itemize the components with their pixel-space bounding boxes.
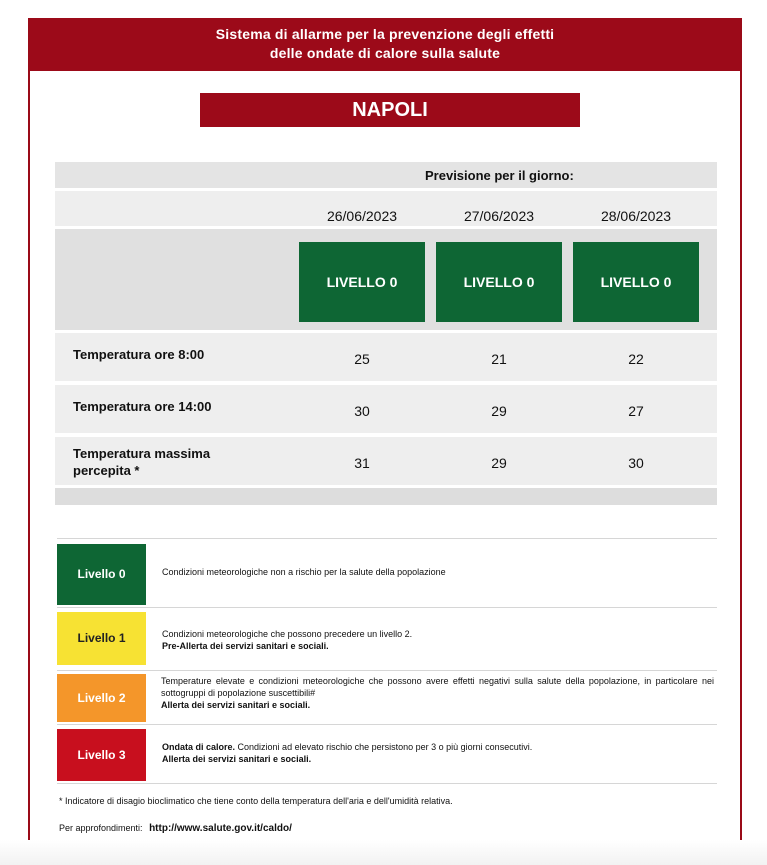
level-badge: LIVELLO 0 xyxy=(436,242,562,322)
legend-description: Temperature elevate e condizioni meteorologiche che possono avere effetti negativi sulla salute della popolazione, in particolare nei sottogruppi di popolazione suscettibili# xyxy=(161,676,714,698)
temp-8-row xyxy=(55,333,717,381)
temp-value: 21 xyxy=(491,351,507,367)
legend-lead: Ondata di calore. xyxy=(162,742,236,752)
legend-description: Condizioni meteorologiche che possono precedere un livello 2. xyxy=(162,629,413,639)
row-label-line-1: Temperatura massima xyxy=(73,446,211,461)
temp-value: 30 xyxy=(354,403,370,419)
level-badge: LIVELLO 0 xyxy=(299,242,425,322)
more-info-label: Per approfondimenti: xyxy=(59,823,143,833)
legend-badge: Livello 0 xyxy=(57,544,146,605)
legend-alert: Pre-Allerta dei servizi sanitari e sociali. xyxy=(162,641,329,651)
forecast-dates-row xyxy=(55,191,717,226)
bulletin-header xyxy=(30,18,740,71)
header-line-1: Sistema di allarme per la prevenzione degli effetti xyxy=(215,26,555,42)
more-info-link[interactable]: http://www.salute.gov.it/caldo/ xyxy=(149,823,292,834)
temp-value: 31 xyxy=(354,455,370,471)
legend-text xyxy=(161,675,714,711)
temp-max-perceived-row xyxy=(55,437,717,485)
legend-text: Condizioni meteorologiche non a rischio per la salute della popolazione xyxy=(162,567,446,577)
temp-value: 25 xyxy=(354,351,370,367)
temp-value: 27 xyxy=(628,403,644,419)
legend-row-level-1 xyxy=(57,607,717,670)
page-bottom-shade xyxy=(0,840,767,865)
legend-badge: Livello 1 xyxy=(57,612,146,665)
temp-14-row xyxy=(55,385,717,433)
forecast-date: 28/06/2023 xyxy=(600,208,672,224)
row-label: Temperatura ore 8:00 xyxy=(73,347,205,362)
legend-row-level-2 xyxy=(57,670,717,724)
row-label: Temperatura ore 14:00 xyxy=(73,399,212,414)
legend-badge: Livello 3 xyxy=(57,729,146,781)
forecast-heading: Previsione per il giorno: xyxy=(425,168,574,183)
row-label-line-2: percepita * xyxy=(73,463,140,478)
legend-text xyxy=(162,741,712,765)
legend-alert: Allerta dei servizi sanitari e sociali. xyxy=(161,700,311,710)
header-line-2: delle ondate di calore sulla salute xyxy=(269,45,501,61)
forecast-heading-row xyxy=(55,162,717,188)
footnote: * Indicatore di disagio bioclimatico che tiene conto della temperatura dell'aria e dell'umidità relativa. xyxy=(59,796,453,806)
forecast-date: 27/06/2023 xyxy=(463,208,535,224)
temp-value: 29 xyxy=(491,403,507,419)
row-label xyxy=(73,445,210,479)
legend-badge: Livello 2 xyxy=(57,674,146,722)
more-info xyxy=(59,823,292,834)
bulletin-frame xyxy=(28,18,742,865)
forecast-levels-row xyxy=(55,229,717,330)
level-badge: LIVELLO 0 xyxy=(573,242,699,322)
forecast-date: 26/06/2023 xyxy=(326,208,398,224)
legend-description: Condizioni ad elevato rischio che persistono per 3 o più giorni consecutivi. xyxy=(235,742,533,752)
legend-text xyxy=(162,628,712,652)
forecast-footer-bar xyxy=(55,488,717,505)
legend-row-level-0 xyxy=(57,538,717,607)
city-title: NAPOLI xyxy=(200,93,580,127)
legend-row-level-3 xyxy=(57,724,717,784)
temp-value: 29 xyxy=(491,455,507,471)
temp-value: 22 xyxy=(628,351,644,367)
temp-value: 30 xyxy=(628,455,644,471)
legend-alert: Allerta dei servizi sanitari e sociali. xyxy=(162,754,312,764)
